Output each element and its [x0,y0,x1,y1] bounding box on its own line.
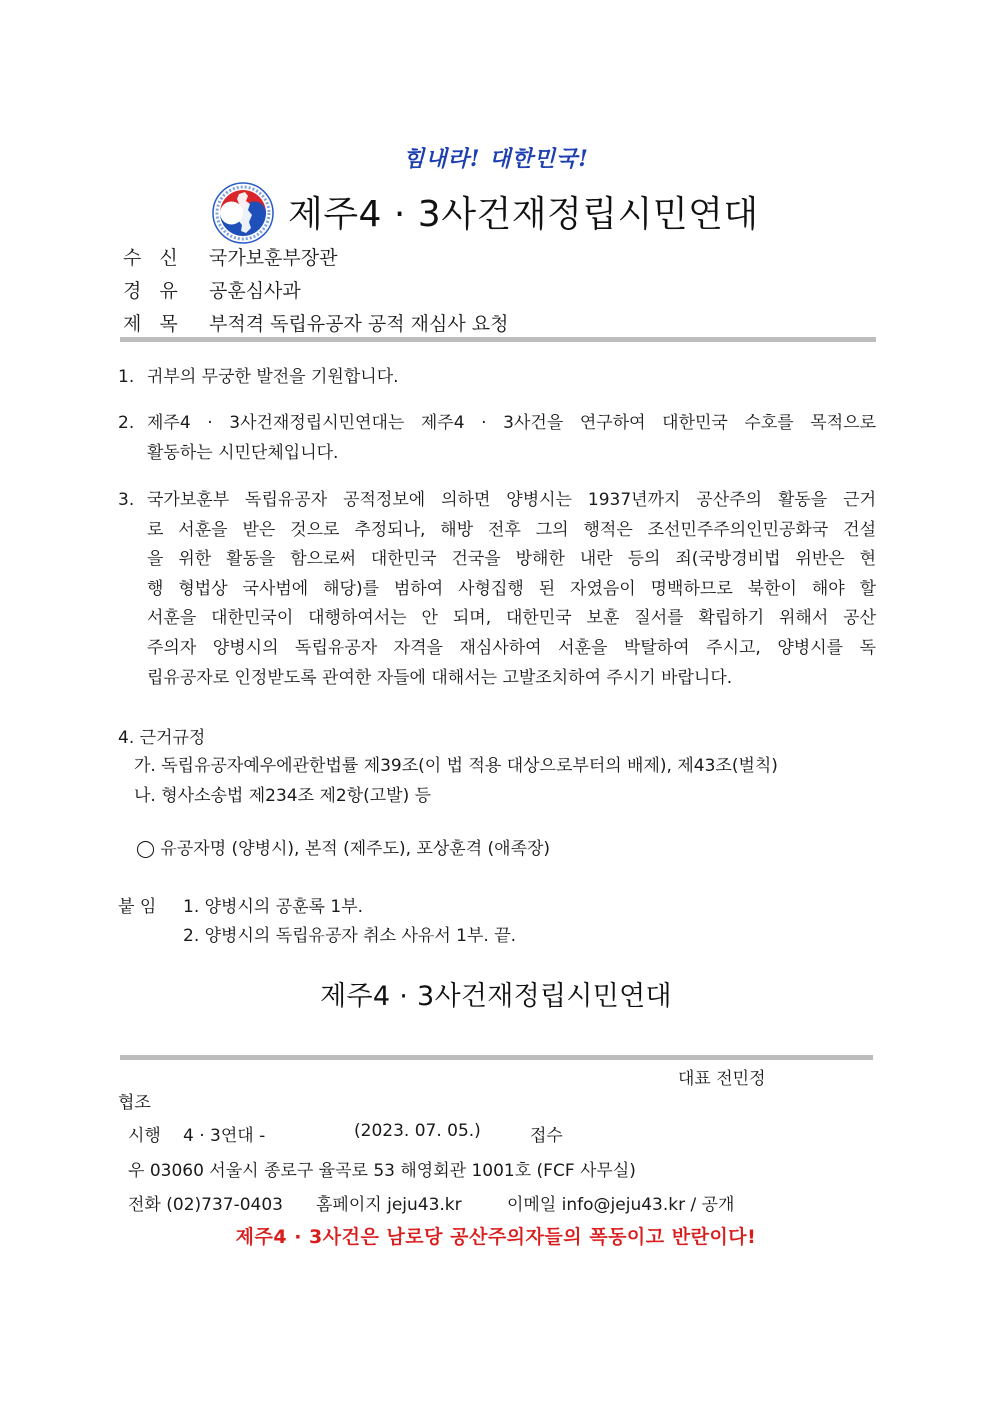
attachment-item-2: 2. 양병시의 독립유공자 취소 사유서 1부. 끝. [183,926,517,946]
legal-basis-na: 나. 형사소송법 제234조 제2항(고발) 등 [134,786,432,806]
cooperation-label: 협조 [118,1093,151,1113]
meta-value: 부적격 독립유공자 공적 재심사 요청 [209,313,509,335]
organization-logo-icon [212,182,274,244]
paragraph-number: 1. [118,367,135,387]
meta-label: 제 목 [123,313,184,335]
attachment-label: 붙 임 [118,897,157,917]
paragraph-text: 귀부의 무궁한 발전을 기원합니다. [147,367,399,387]
organization-title: 제주4 · 3사건재정립시민연대 [288,194,759,235]
homepage-link[interactable]: 홈페이지 jeju43.kr [316,1195,462,1215]
paragraph-line: 활동하는 시민단체입니다. [147,442,339,463]
enforcement-label: 시행 [128,1126,161,1146]
paragraph-line: 립유공자로 인정받도록 관여한 자들에 대해서는 고발조치하여 주시기 바랍니다. [147,667,733,688]
paragraph-line: 로 서훈을 받은 것으로 추정되나, 해방 전후 그의 행적은 조선민주주의인민공화국 건설 [147,519,876,540]
paragraph-3 [118,486,876,693]
merit-holder-info: ◯ 유공자명 (양병시), 본적 (제주도), 포상훈격 (애족장) [136,839,551,859]
meta-label: 수 신 [123,247,184,269]
header-divider [120,337,876,342]
enforcement-number: 4 · 3연대 - [183,1126,266,1146]
phone-number: 전화 (02)737-0403 [128,1195,283,1215]
receipt-label: 접수 [530,1126,563,1146]
legal-basis-ga: 가. 독립유공자예우에관한법률 제39조(이 법 적용 대상으로부터의 배제), 제43조(벌칙) [134,756,778,776]
paragraph-1 [118,363,876,393]
paragraph-2 [118,409,876,468]
paragraph-line: 을 위한 활동을 함으로써 대한민국 건국을 방해한 내란 등의 죄(국방경비법 위반은 현 [147,549,876,570]
bottom-slogan: 제주4 · 3사건은 남로당 공산주의자들의 폭동이고 반란이다! [235,1226,757,1248]
meta-label: 경 유 [123,280,184,302]
meta-via [123,276,301,303]
postal-address: 우 03060 서울시 종로구 율곡로 53 해영회관 1001호 (FCF 사무실) [128,1161,636,1181]
paragraph-number: 2. [118,413,135,433]
document-header [0,180,992,244]
email-link[interactable]: 이메일 info@jeju43.kr / 공개 [507,1195,735,1215]
paragraph-line: 서훈을 대한민국이 대행하여서는 안 되며, 대한민국 보훈 질서를 확립하기 위해서 공산 [147,608,876,629]
enforcement-date: (2023. 07. 05.) [354,1121,481,1141]
paragraph-line: 주의자 양병시의 독립유공자 자격을 재심사하여 서훈을 박탈하여 주시고, 양병시를 독 [147,637,876,658]
meta-value: 공훈심사과 [209,280,301,302]
attachment-item-1: 1. 양병시의 공훈록 1부. [183,897,364,917]
top-slogan: 힘내라! 대한민국! [403,146,589,172]
closing-organization-name: 제주4 · 3사건재정립시민연대 [320,981,672,1012]
paragraph-line: 국가보훈부 독립유공자 공적정보에 의하면 양병시는 1937년까지 공산주의 활동을 근거 [147,490,876,510]
paragraph-line: 행 형법상 국사범에 해당)를 범하여 사형집행 된 자였음이 명백하므로 북한이 해야 할 [147,578,876,599]
meta-value: 국가보훈부장관 [209,247,338,269]
representative: 대표 전민정 [678,1069,766,1089]
paragraph-number: 3. [118,490,135,510]
meta-recipient [123,243,337,270]
paragraph-line: 제주4 · 3사건재정립시민연대는 제주4 · 3사건을 연구하여 대한민국 수호를 목적으로 [147,413,876,433]
meta-subject [123,309,508,336]
footer-divider [120,1055,873,1060]
paragraph-4-title: 4. 근거규정 [118,728,206,748]
